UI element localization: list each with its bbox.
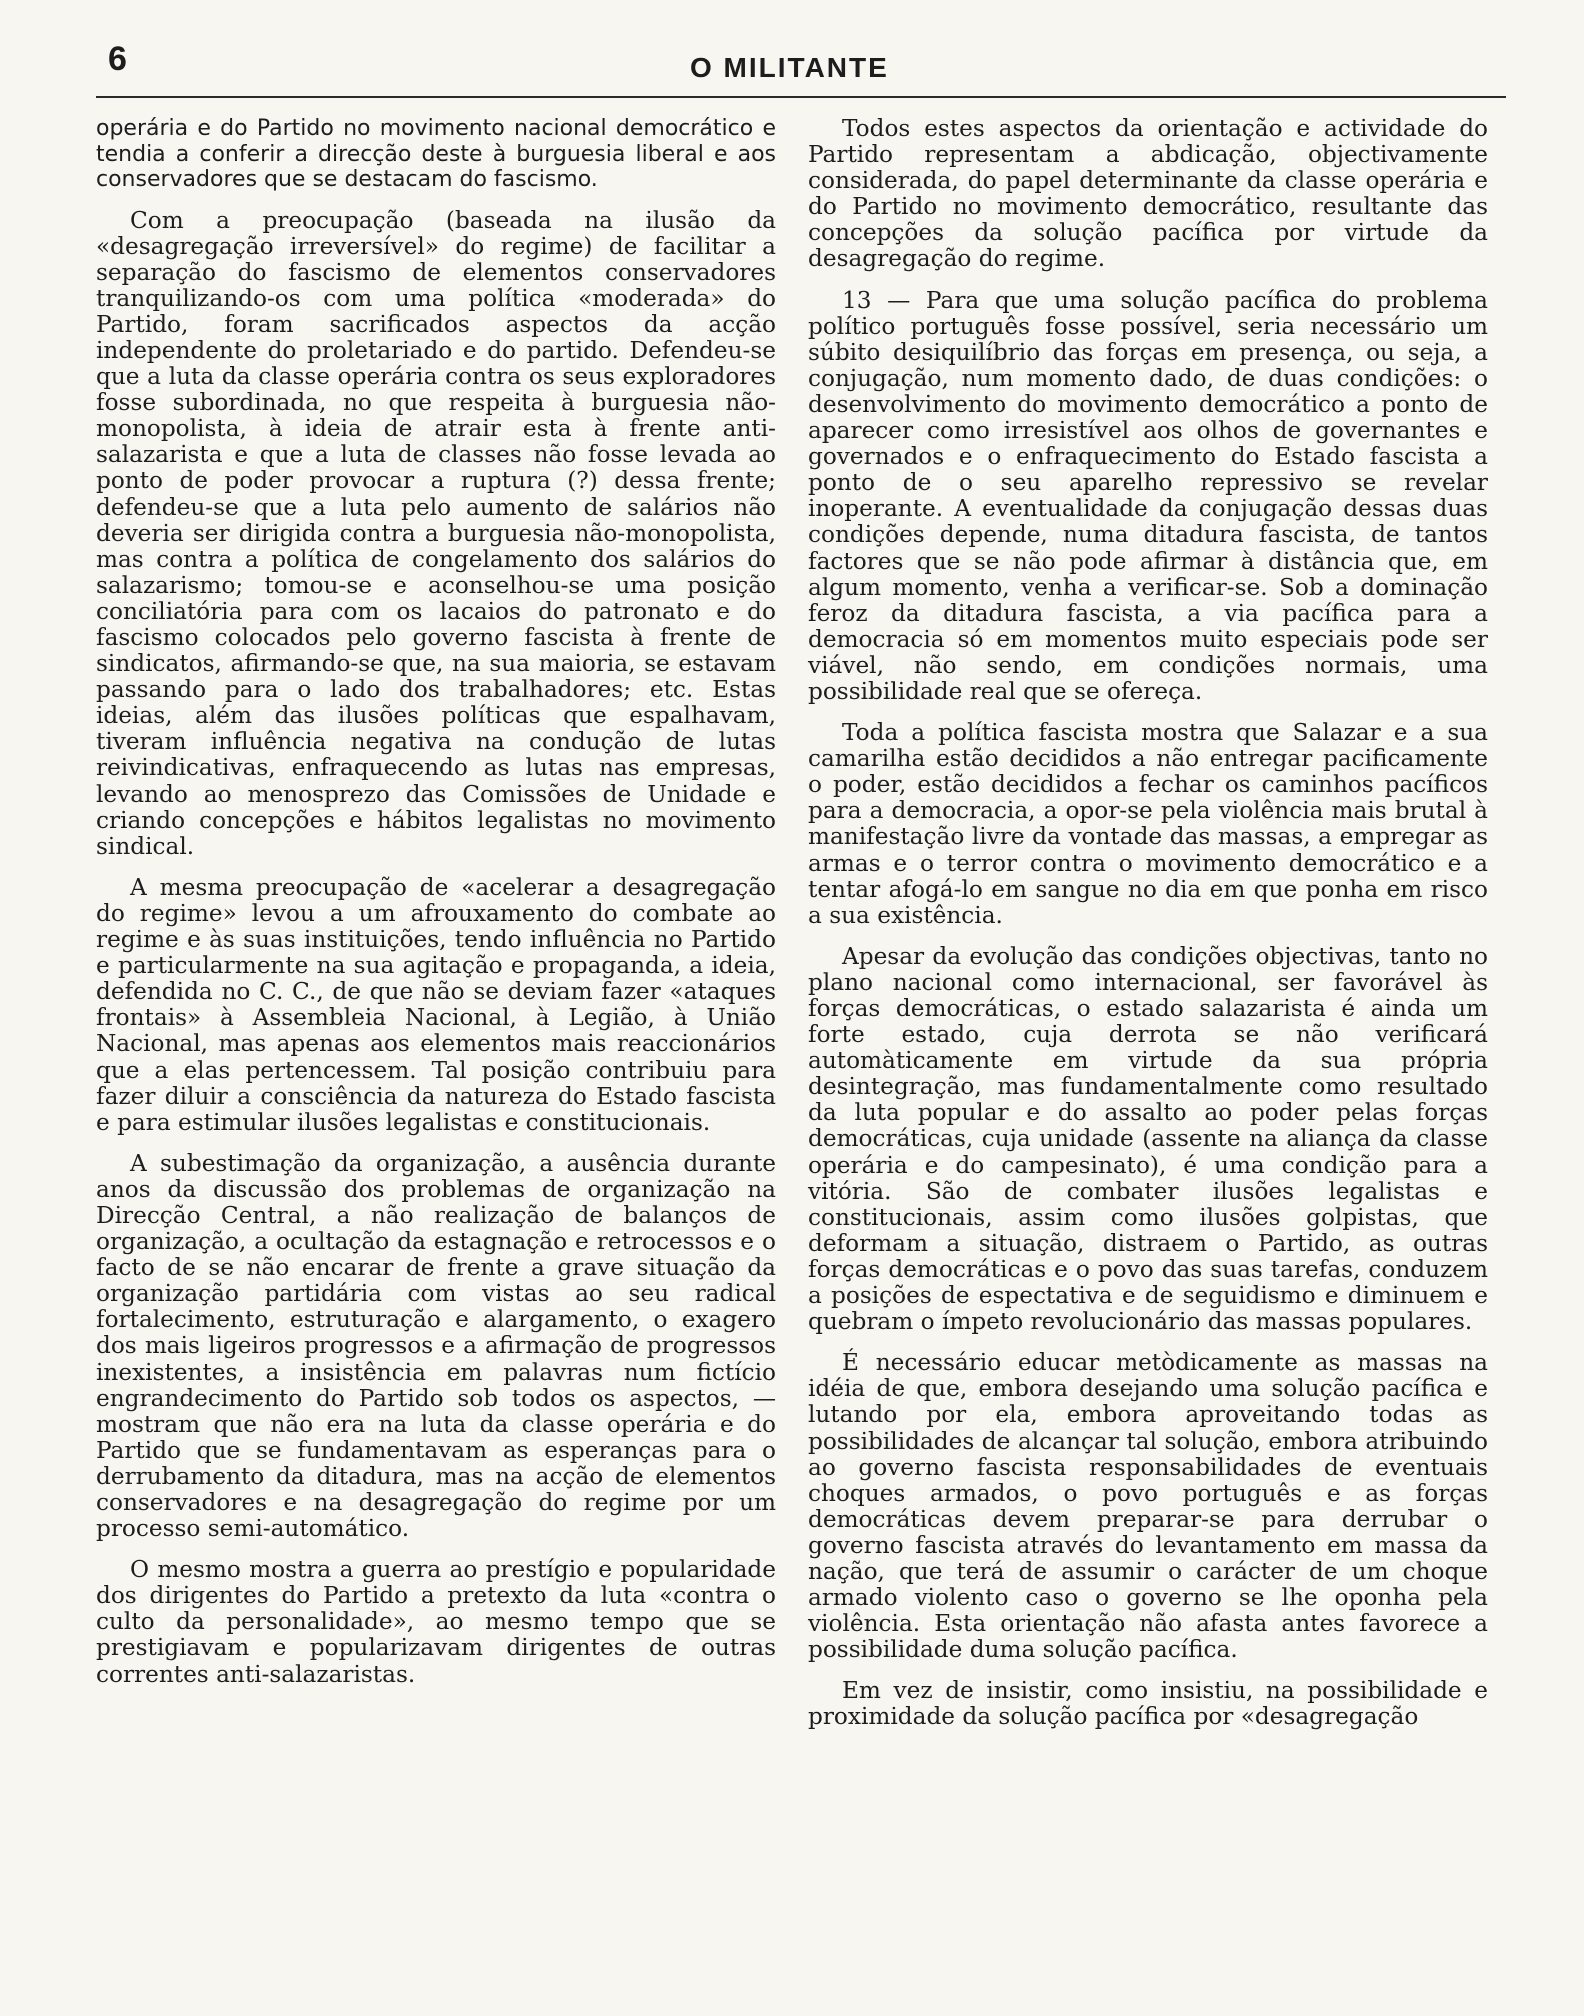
page-number: 6 [108,40,127,78]
paragraph: operária e do Partido no movimento nacional democrático e tendia a conferir a direcção deste à burguesia liberal e aos conservadores que se destacam do fascismo. [96,116,776,192]
paragraph: O mesmo mostra a guerra ao prestígio e popularidade dos dirigentes do Partido a pretexto da luta «contra o culto da personalidade», ao mesmo tempo que se prestigiavam e popularizavam dirigentes de outras correntes anti-salazaristas. [96,1556,776,1688]
paragraph: Apesar da evolução das condições objectivas, tanto no plano nacional como internacional, ser favorável às forças democráticas, o estado salazarista é ainda um forte estado, cuja derrota se não verificará automàticamente em virtude da sua própria desintegração, mas fundamentalmente como resultado da luta popular e do assalto ao poder pelas forças democráticas, cuja unidade (assente na aliança da classe operária e do campesinato), é uma condição para a vitória. São de combater ilusões legalistas e constitucionais, assim como ilusões golpistas, que deformam a situação, distraem o Partido, as outras forças democráticas e o povo das suas tarefas, conduzem a posições de espectativa e de seguidismo e diminuem e quebram o ímpeto revolucionário das massas populares. [808,942,1488,1336]
paragraph: É necessário educar metòdicamente as massas na idéia de que, embora desejando uma solução pacífica e lutando por ela, embora aproveitando todas as possibilidades de alcançar tal solução, embora atribuindo ao governo fascista responsabilidades de eventuais choques armados, o povo português e as forças democráticas devem preparar-se para derrubar o governo fascista através do levantamento em massa da nação, que terá de assumir o carácter de um choque armado violento caso o governo se lhe oponha pela violência. Esta orientação não afasta antes favorece a possibilidade duma solução pacífica. [808,1349,1488,1664]
section-13-paragraph: 13 — Para que uma solução pacífica do problema político português fosse possível, seria necessário um súbito desiquilíbrio das forças em presença, ou seja, a conjugação, num momento dado, de duas condições: o desenvolvimento do movimento democrático a ponto de aparecer como irresistível aos olhos de governantes e governados e o enfraquecimento do Estado fascista a ponto de o seu aparelho repressivo se revelar inoperante. A eventualidade da conjugação dessas duas condições depende, numa ditadura fascista, de tantos factores que se não pode afirmar à distância que, em algum momento, venha a verificar-se. Sob a dominação feroz da ditadura fascista, a via pacífica para a democracia só em momentos muito especiais pode ser viável, não sendo, em condições normais, uma possibilidade real que se ofereça. [808,286,1488,705]
left-column [96,116,776,1703]
paragraph: Em vez de insistir, como insistiu, na possibilidade e proximidade da solução pacífica por «desagregação [808,1677,1488,1731]
right-column [808,116,1488,1746]
paragraph: A subestimação da organização, a ausência durante anos da discussão dos problemas de organização na Direcção Central, a não realização de balanços de organização, a ocultação da estagnação e retrocessos e o facto de se não encarar de frente a grave situação da organização partidária com vistas ao seu radical fortalecimento, estruturação e alargamento, o exagero dos mais ligeiros progressos e a afirmação de progressos inexistentes, a insistência em palavras num fictício engrandecimento do Partido sob todos os aspectos, — mostram que não era na luta da classe operária e do Partido que se fundamentavam as esperanças para o derrubamento da ditadura, mas na acção de elementos conservadores e na desagregação do regime por um processo semi-automático. [96,1149,776,1543]
paragraph: Todos estes aspectos da orientação e actividade do Partido representam a abdicação, objectivamente considerada, do papel determinante da classe operária e do Partido no movimento democrático, resultante das concepções da solução pacífica por virtude da desagregação do regime. [808,115,1488,273]
header-rule [96,96,1506,98]
paragraph: A mesma preocupação de «acelerar a desagregação do regime» levou a um afrouxamento do combate ao regime e às suas instituições, tendo influência no Partido e particularmente na sua agitação e propaganda, a ideia, defendida no C. C., de que não se deviam fazer «ataques frontais» à Assembleia Nacional, à Legião, à União Nacional, mas apenas aos elementos mais reaccionários que a elas pertencessem. Tal posição contribuiu para fazer diluir a consciência da natureza do Estado fascista e para estimular ilusões legalistas e constitucionais. [96,873,776,1136]
paragraph: Com a preocupação (baseada na ilusão da «desagregação irreversível» do regime) de facilitar a separação do fascismo de elementos conservadores tranquilizando-os com uma política «moderada» do Partido, foram sacrificados aspectos da acção independente do proletariado e do partido. Defendeu-se que a luta da classe operária contra os seus exploradores fosse subordinada, no que respeita à burguesia não-monopolista, à ideia de atrair esta à frente anti-salazarista e que a luta de classes não fosse levada ao ponto de poder provocar a ruptura (?) dessa frente; defendeu-se que a luta pelo aumento de salários não deveria ser dirigida contra a burguesia não-monopolista, mas contra a política de congelamento dos salários do salazarismo; tomou-se e aconselhou-se uma posição conciliatória para com os lacaios do patronato e do fascismo colocados pelo governo fascista à frente de sindicatos, afirmando-se que, na sua maioria, se estavam passando para o lado dos trabalhadores; etc. Estas ideias, além das ilusões políticas que espalhavam, tiveram influência negativa na condução de lutas reivindicativas, enfraquecendo as lutas nas empresas, levando ao menosprezo das Comissões de Unidade e criando concepções e hábitos legalistas no movimento sindical. [96,206,776,860]
paragraph: Toda a política fascista mostra que Salazar e a sua camarilha estão decididos a não entregar pacificamente o poder, estão decididos a fechar os caminhos pacíficos para a democracia, a opor-se pela violência mais brutal à manifestação livre da vontade das massas, a empregar as armas e o terror contra o movimento democrático e a tentar afogá-lo em sangue no dia em que ponha em risco a sua existência. [808,719,1488,929]
journal-title: O MILITANTE [690,52,889,83]
